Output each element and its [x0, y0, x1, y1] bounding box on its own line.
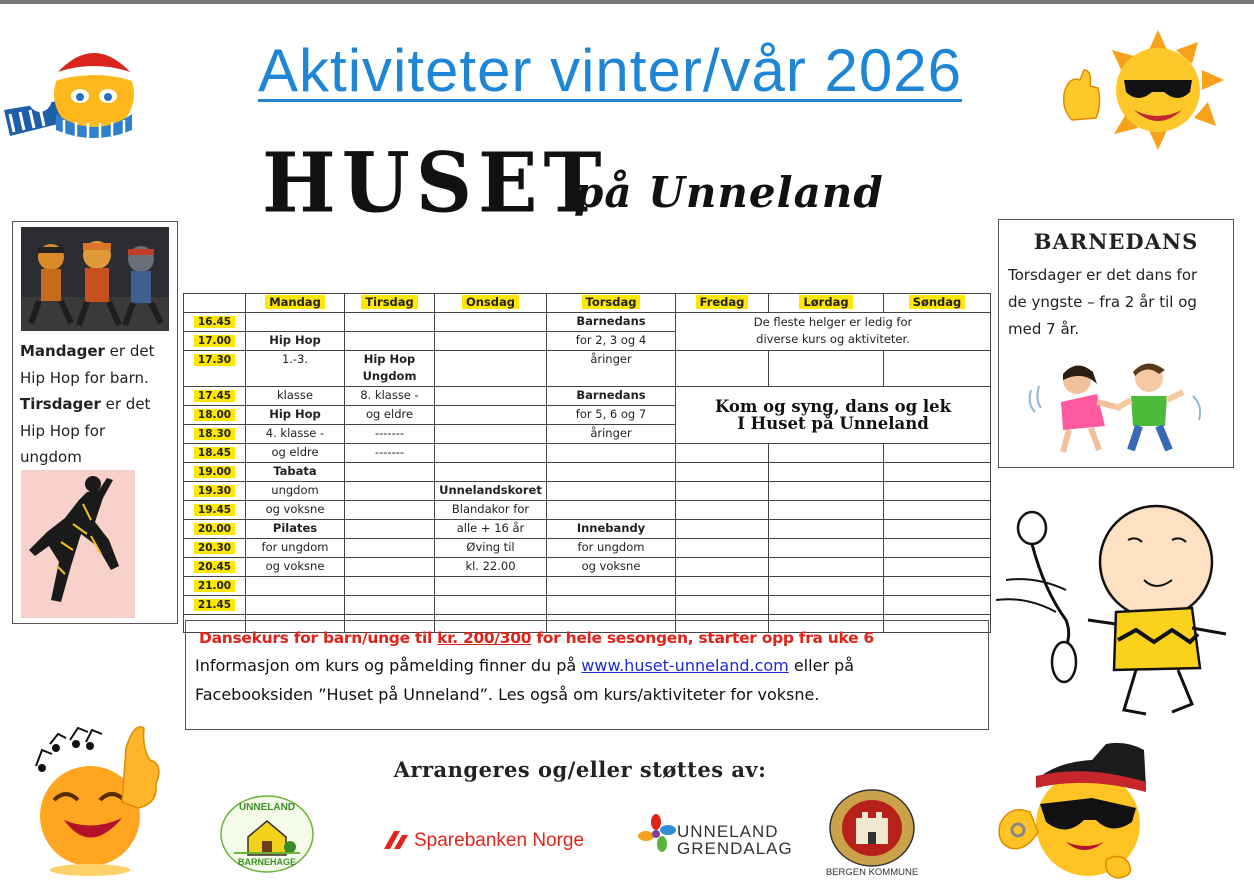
website-link[interactable]: www.huset-unneland.com — [581, 656, 789, 675]
time-cell: 19.45 — [184, 500, 246, 519]
sponsors-title: Arrangeres og/eller støttes av: — [393, 757, 767, 782]
cell — [435, 424, 547, 443]
cell — [547, 595, 676, 614]
barnehage-logo-text-top: UNNELAND — [238, 802, 296, 813]
cell — [345, 500, 435, 519]
barnehage-logo-text-bottom: BARNEHAGE — [237, 857, 296, 867]
winter-emoji-icon — [4, 22, 159, 140]
cell — [345, 576, 435, 595]
cell — [345, 331, 435, 350]
grendalag-logo-icon — [636, 814, 676, 854]
header-day: Torsdag — [547, 294, 676, 313]
cell — [676, 519, 769, 538]
cell: åringer — [547, 424, 676, 443]
barnedans-panel — [998, 219, 1234, 468]
time-cell: 20.00 — [184, 519, 246, 538]
info-red-line: Dansekurs for barn/unge til kr. 200/300 for hele sesongen, starter opp fra uke 6 — [199, 629, 874, 647]
cell — [547, 443, 676, 462]
time-cell: 18.30 — [184, 424, 246, 443]
bergen-kommune-crest-icon — [828, 788, 916, 868]
cell — [345, 557, 435, 576]
cell: for ungdom — [547, 538, 676, 557]
scan-edge — [0, 0, 1254, 4]
info-box — [185, 620, 989, 730]
time-cell: 19.30 — [184, 481, 246, 500]
dancer-silhouette-image — [21, 470, 135, 618]
header-time-cell — [184, 294, 246, 313]
cell — [676, 350, 769, 386]
cell: ------- — [345, 443, 435, 462]
header-day: Mandag — [246, 294, 345, 313]
cell — [884, 443, 991, 462]
cell — [676, 481, 769, 500]
cell — [246, 576, 345, 595]
left-line: Tirsdager er det — [20, 395, 151, 413]
table-row — [184, 350, 991, 386]
cell — [345, 312, 435, 331]
cell — [435, 350, 547, 386]
cell — [676, 443, 769, 462]
cell — [769, 462, 884, 481]
cell: Hip Hop Ungdom — [345, 350, 435, 386]
cell — [547, 462, 676, 481]
table-header-row — [184, 294, 991, 313]
left-line: Mandager er det — [20, 342, 155, 360]
time-cell: 19.00 — [184, 462, 246, 481]
cell — [769, 350, 884, 386]
header-day: Tirsdag — [345, 294, 435, 313]
table-row — [184, 481, 991, 500]
header-day: Søndag — [884, 294, 991, 313]
cell — [884, 500, 991, 519]
info-line: Informasjon om kurs og påmelding finner du på www.huset-unneland.com eller på — [195, 656, 855, 675]
cell: Innebandy — [547, 519, 676, 538]
cell: Unnelandskoret — [435, 481, 547, 500]
cell: og voksne — [246, 557, 345, 576]
cell: ungdom — [246, 481, 345, 500]
left-line: Hip Hop for barn. — [20, 368, 149, 387]
left-line: ungdom — [20, 448, 82, 466]
cell — [345, 462, 435, 481]
cell — [435, 312, 547, 331]
cell — [884, 576, 991, 595]
time-cell: 17.45 — [184, 386, 246, 405]
table-row — [184, 595, 991, 614]
sun-sunglasses-icon — [1058, 30, 1228, 150]
cell: ------- — [345, 424, 435, 443]
info-line: Facebooksiden ”Huset på Unneland”. Les også om kurs/aktiviteter for voksne. — [195, 685, 820, 704]
cell — [676, 462, 769, 481]
barnedans-text — [1008, 262, 1230, 343]
cell: og eldre — [246, 443, 345, 462]
cell — [435, 576, 547, 595]
cell — [884, 519, 991, 538]
page-title: Aktiviteter vinter/vår 2026 — [258, 37, 962, 104]
time-cell: 21.45 — [184, 595, 246, 614]
bergen-kommune-text: BERGEN KOMMUNE — [825, 867, 919, 878]
time-cell: 21.00 — [184, 576, 246, 595]
barnedans-line: Torsdager er det dans for — [1008, 266, 1198, 284]
cell — [676, 576, 769, 595]
time-cell: 17.00 — [184, 331, 246, 350]
time-cell: 16.45 — [184, 312, 246, 331]
singing-emoji-icon — [30, 708, 170, 878]
cell: Hip Hop — [246, 331, 345, 350]
cell — [435, 386, 547, 405]
cell — [884, 557, 991, 576]
schedule-table — [183, 293, 991, 633]
cell: Barnedans — [547, 386, 676, 405]
cell — [435, 331, 547, 350]
header-day: Fredag — [676, 294, 769, 313]
cell — [676, 500, 769, 519]
time-cell: 18.00 — [184, 405, 246, 424]
cell: Øving til — [435, 538, 547, 557]
grendalag-logo-text: GRENDALAG — [677, 839, 793, 858]
cell — [345, 519, 435, 538]
cell — [246, 595, 345, 614]
cell — [435, 405, 547, 424]
weekend-note: De fleste helger er ledig for diverse kurs og aktiviteter. — [676, 312, 991, 350]
dancing-kids-image — [1027, 356, 1207, 456]
cell: for 2, 3 og 4 — [547, 331, 676, 350]
cell: åringer — [547, 350, 676, 386]
cell — [769, 481, 884, 500]
barnedans-line: de yngste – fra 2 år til og — [1008, 293, 1197, 311]
cell — [769, 557, 884, 576]
brand-main-text: HUSET — [262, 135, 608, 232]
cell — [676, 595, 769, 614]
cell: og voksne — [246, 500, 345, 519]
table-row — [184, 386, 991, 405]
cell — [676, 557, 769, 576]
cell: Tabata — [246, 462, 345, 481]
left-panel-text — [20, 338, 170, 471]
cell — [769, 443, 884, 462]
callout-text: Kom og syng, dans og lek I Huset på Unneland — [676, 386, 991, 443]
table-row — [184, 312, 991, 331]
cell: for 5, 6 og 7 — [547, 405, 676, 424]
cell: Barnedans — [547, 312, 676, 331]
left-info-panel — [12, 221, 178, 624]
sparebanken-logo-icon — [380, 829, 410, 851]
cell: klasse — [246, 386, 345, 405]
cell — [547, 576, 676, 595]
cell — [884, 481, 991, 500]
cell — [769, 538, 884, 557]
time-cell: 20.30 — [184, 538, 246, 557]
brand-sub-text: på Unneland — [574, 168, 884, 217]
cell: Hip Hop — [246, 405, 345, 424]
table-row — [184, 462, 991, 481]
cell: og eldre — [345, 405, 435, 424]
cell: alle + 16 år — [435, 519, 547, 538]
time-cell: 20.45 — [184, 557, 246, 576]
time-cell: 17.30 — [184, 350, 246, 386]
table-row — [184, 443, 991, 462]
dancing-cartoon-image — [996, 500, 1232, 722]
table-row — [184, 538, 991, 557]
cell: 4. klasse - — [246, 424, 345, 443]
cell: Pilates — [246, 519, 345, 538]
cell — [884, 462, 991, 481]
cell — [884, 538, 991, 557]
cell: 1.-3. — [246, 350, 345, 386]
left-line: Hip Hop for — [20, 421, 106, 440]
table-row — [184, 519, 991, 538]
cell — [246, 312, 345, 331]
table-row — [184, 576, 991, 595]
sparebanken-logo-text: Sparebanken Norge — [414, 830, 585, 851]
brand-heading — [262, 135, 982, 232]
table-row — [184, 557, 991, 576]
cell: og voksne — [547, 557, 676, 576]
barnedans-title: BARNEDANS — [1033, 229, 1199, 254]
cell — [435, 443, 547, 462]
time-cell: 18.45 — [184, 443, 246, 462]
cell — [884, 595, 991, 614]
cell — [769, 576, 884, 595]
cell — [345, 595, 435, 614]
cell — [769, 519, 884, 538]
cell — [435, 595, 547, 614]
cell: Blandakor for — [435, 500, 547, 519]
header-day: Lørdag — [769, 294, 884, 313]
header-day: Onsdag — [435, 294, 547, 313]
cell: kl. 22.00 — [435, 557, 547, 576]
table-row — [184, 500, 991, 519]
cell — [769, 500, 884, 519]
cool-hat-emoji-icon — [996, 742, 1174, 882]
cell: for ungdom — [246, 538, 345, 557]
cell — [435, 462, 547, 481]
cell — [884, 350, 991, 386]
grendalag-logo-text: UNNELAND — [677, 822, 779, 841]
cell — [345, 481, 435, 500]
cell — [547, 500, 676, 519]
cell — [769, 595, 884, 614]
cell — [676, 538, 769, 557]
cell — [547, 481, 676, 500]
barnedans-line: med 7 år. — [1008, 320, 1080, 338]
cell: 8. klasse - — [345, 386, 435, 405]
cell — [345, 538, 435, 557]
dancing-cats-image — [21, 227, 169, 331]
